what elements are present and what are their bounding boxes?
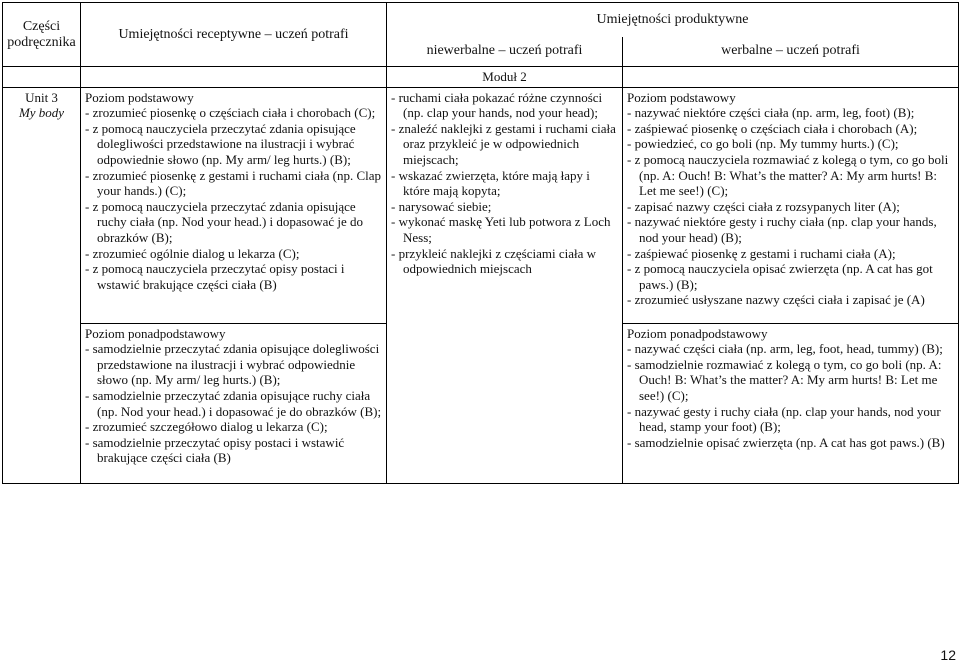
- list-item: - zrozumieć ogólnie dialog u lekarza (C);: [85, 246, 382, 262]
- list-item: - zrozumieć piosenkę o częściach ciała i chorobach (C);: [85, 105, 382, 121]
- header-book-parts: Części podręcznika: [3, 3, 81, 67]
- unit-number: Unit 3: [25, 89, 58, 105]
- list-item: - nazywać niektóre części ciała (np. arm, leg, foot) (B);: [627, 105, 954, 121]
- level-basic-label: Poziom podstawowy: [627, 89, 736, 105]
- list-item: - powiedzieć, co go boli (np. My tummy hurts.) (C);: [627, 136, 954, 152]
- advanced-receptive-cell: [81, 323, 387, 483]
- basic-verbal-cell: [623, 87, 959, 323]
- list-item: - nazywać gesty i ruchy ciała (np. clap your hands, nod your head, stamp your foot) (B);: [627, 404, 954, 435]
- list-item: - z pomocą nauczyciela przeczytać zdania opisujące dolegliwości przedstawione na ilustracji i wybrać odpowiednie słowo (np. My arm/ leg hurts.) (B);: [85, 121, 382, 168]
- nonverbal-cell: [387, 87, 623, 483]
- list-item: - z pomocą nauczyciela przeczytać opisy postaci i wstawić brakujące części ciała (B): [85, 261, 382, 292]
- level-advanced-label: Poziom ponadpodstawowy: [627, 325, 768, 341]
- advanced-verbal-list: [627, 341, 954, 450]
- module-label: Moduł 2: [387, 67, 623, 88]
- list-item: - z pomocą nauczyciela przeczytać zdania opisujące ruchy ciała (np. Nod your head.) i dopasować je do obrazków (B);: [85, 199, 382, 246]
- list-item: - znaleźć naklejki z gestami i ruchami ciała oraz przykleić je w odpowiednich miejscach;: [391, 121, 618, 168]
- basic-verbal-list: [627, 105, 954, 308]
- list-item: - z pomocą nauczyciela rozmawiać z kolegą o tym, co go boli (np. A: Ouch! B: What’s the matter? A: My arm hurts! B: Let me see!) (C);: [627, 152, 954, 199]
- list-item: - samodzielnie opisać zwierzęta (np. A cat has got paws.) (B): [627, 435, 954, 451]
- page-number: 12: [940, 647, 956, 663]
- level-basic-label: Poziom podstawowy: [85, 89, 194, 105]
- advanced-receptive-list: [85, 341, 382, 466]
- header-verbal: werbalne – uczeń potrafi: [623, 37, 959, 67]
- list-item: - zapisać nazwy części ciała z rozsypanych liter (A);: [627, 199, 954, 215]
- list-item: - przykleić naklejki z częściami ciała w odpowiednich miejscach: [391, 246, 618, 277]
- list-item: - zrozumieć usłyszane nazwy części ciała i zapisać je (A): [627, 292, 954, 308]
- basic-receptive-cell: [81, 87, 387, 323]
- list-item: - narysować siebie;: [391, 199, 618, 215]
- basic-receptive-list: [85, 105, 382, 292]
- list-item: - ruchami ciała pokazać różne czynności (np. clap your hands, nod your head);: [391, 90, 618, 121]
- unit-title: My body: [18, 105, 65, 121]
- list-item: - nazywać niektóre gesty i ruchy ciała (np. clap your hands, nod your head) (B);: [627, 214, 954, 245]
- list-item: - samodzielnie przeczytać zdania opisujące ruchy ciała (np. Nod your head.) i dopasować je do obrazków (B);: [85, 388, 382, 419]
- list-item: - samodzielnie rozmawiać z kolegą o tym, co go boli (np. A: Ouch! B: What’s the matter? A: My arm hurts! B: Let me see!) (C);: [627, 357, 954, 404]
- advanced-verbal-cell: [623, 323, 959, 483]
- list-item: - samodzielnie przeczytać zdania opisujące dolegliwości przedstawione na ilustracji i wybrać odpowiednie słowo (np. My arm/ leg hurts.) (B);: [85, 341, 382, 388]
- level-advanced-label: Poziom ponadpodstawowy: [85, 325, 226, 341]
- list-item: - samodzielnie przeczytać opisy postaci i wstawić brakujące części ciała (B): [85, 435, 382, 466]
- list-item: - nazywać części ciała (np. arm, leg, foot, head, tummy) (B);: [627, 341, 954, 357]
- list-item: - zaśpiewać piosenkę z gestami i ruchami ciała (A);: [627, 246, 954, 262]
- list-item: - z pomocą nauczyciela opisać zwierzęta (np. A cat has got paws.) (B);: [627, 261, 954, 292]
- list-item: - zrozumieć szczegółowo dialog u lekarza (C);: [85, 419, 382, 435]
- curriculum-table: [2, 2, 959, 484]
- list-item: - zrozumieć piosenkę z gestami i ruchami ciała (np. Clap your hands.) (C);: [85, 168, 382, 199]
- list-item: - wykonać maskę Yeti lub potwora z Loch Ness;: [391, 214, 618, 245]
- unit-cell: [3, 87, 81, 483]
- list-item: - zaśpiewać piosenkę o częściach ciała i chorobach (A);: [627, 121, 954, 137]
- nonverbal-list: [391, 90, 618, 277]
- header-nonverbal: niewerbalne – uczeń potrafi: [387, 37, 623, 67]
- header-productive: Umiejętności produktywne: [387, 3, 959, 37]
- header-receptive: Umiejętności receptywne – uczeń potrafi: [81, 3, 387, 67]
- list-item: - wskazać zwierzęta, które mają łapy i które mają kopyta;: [391, 168, 618, 199]
